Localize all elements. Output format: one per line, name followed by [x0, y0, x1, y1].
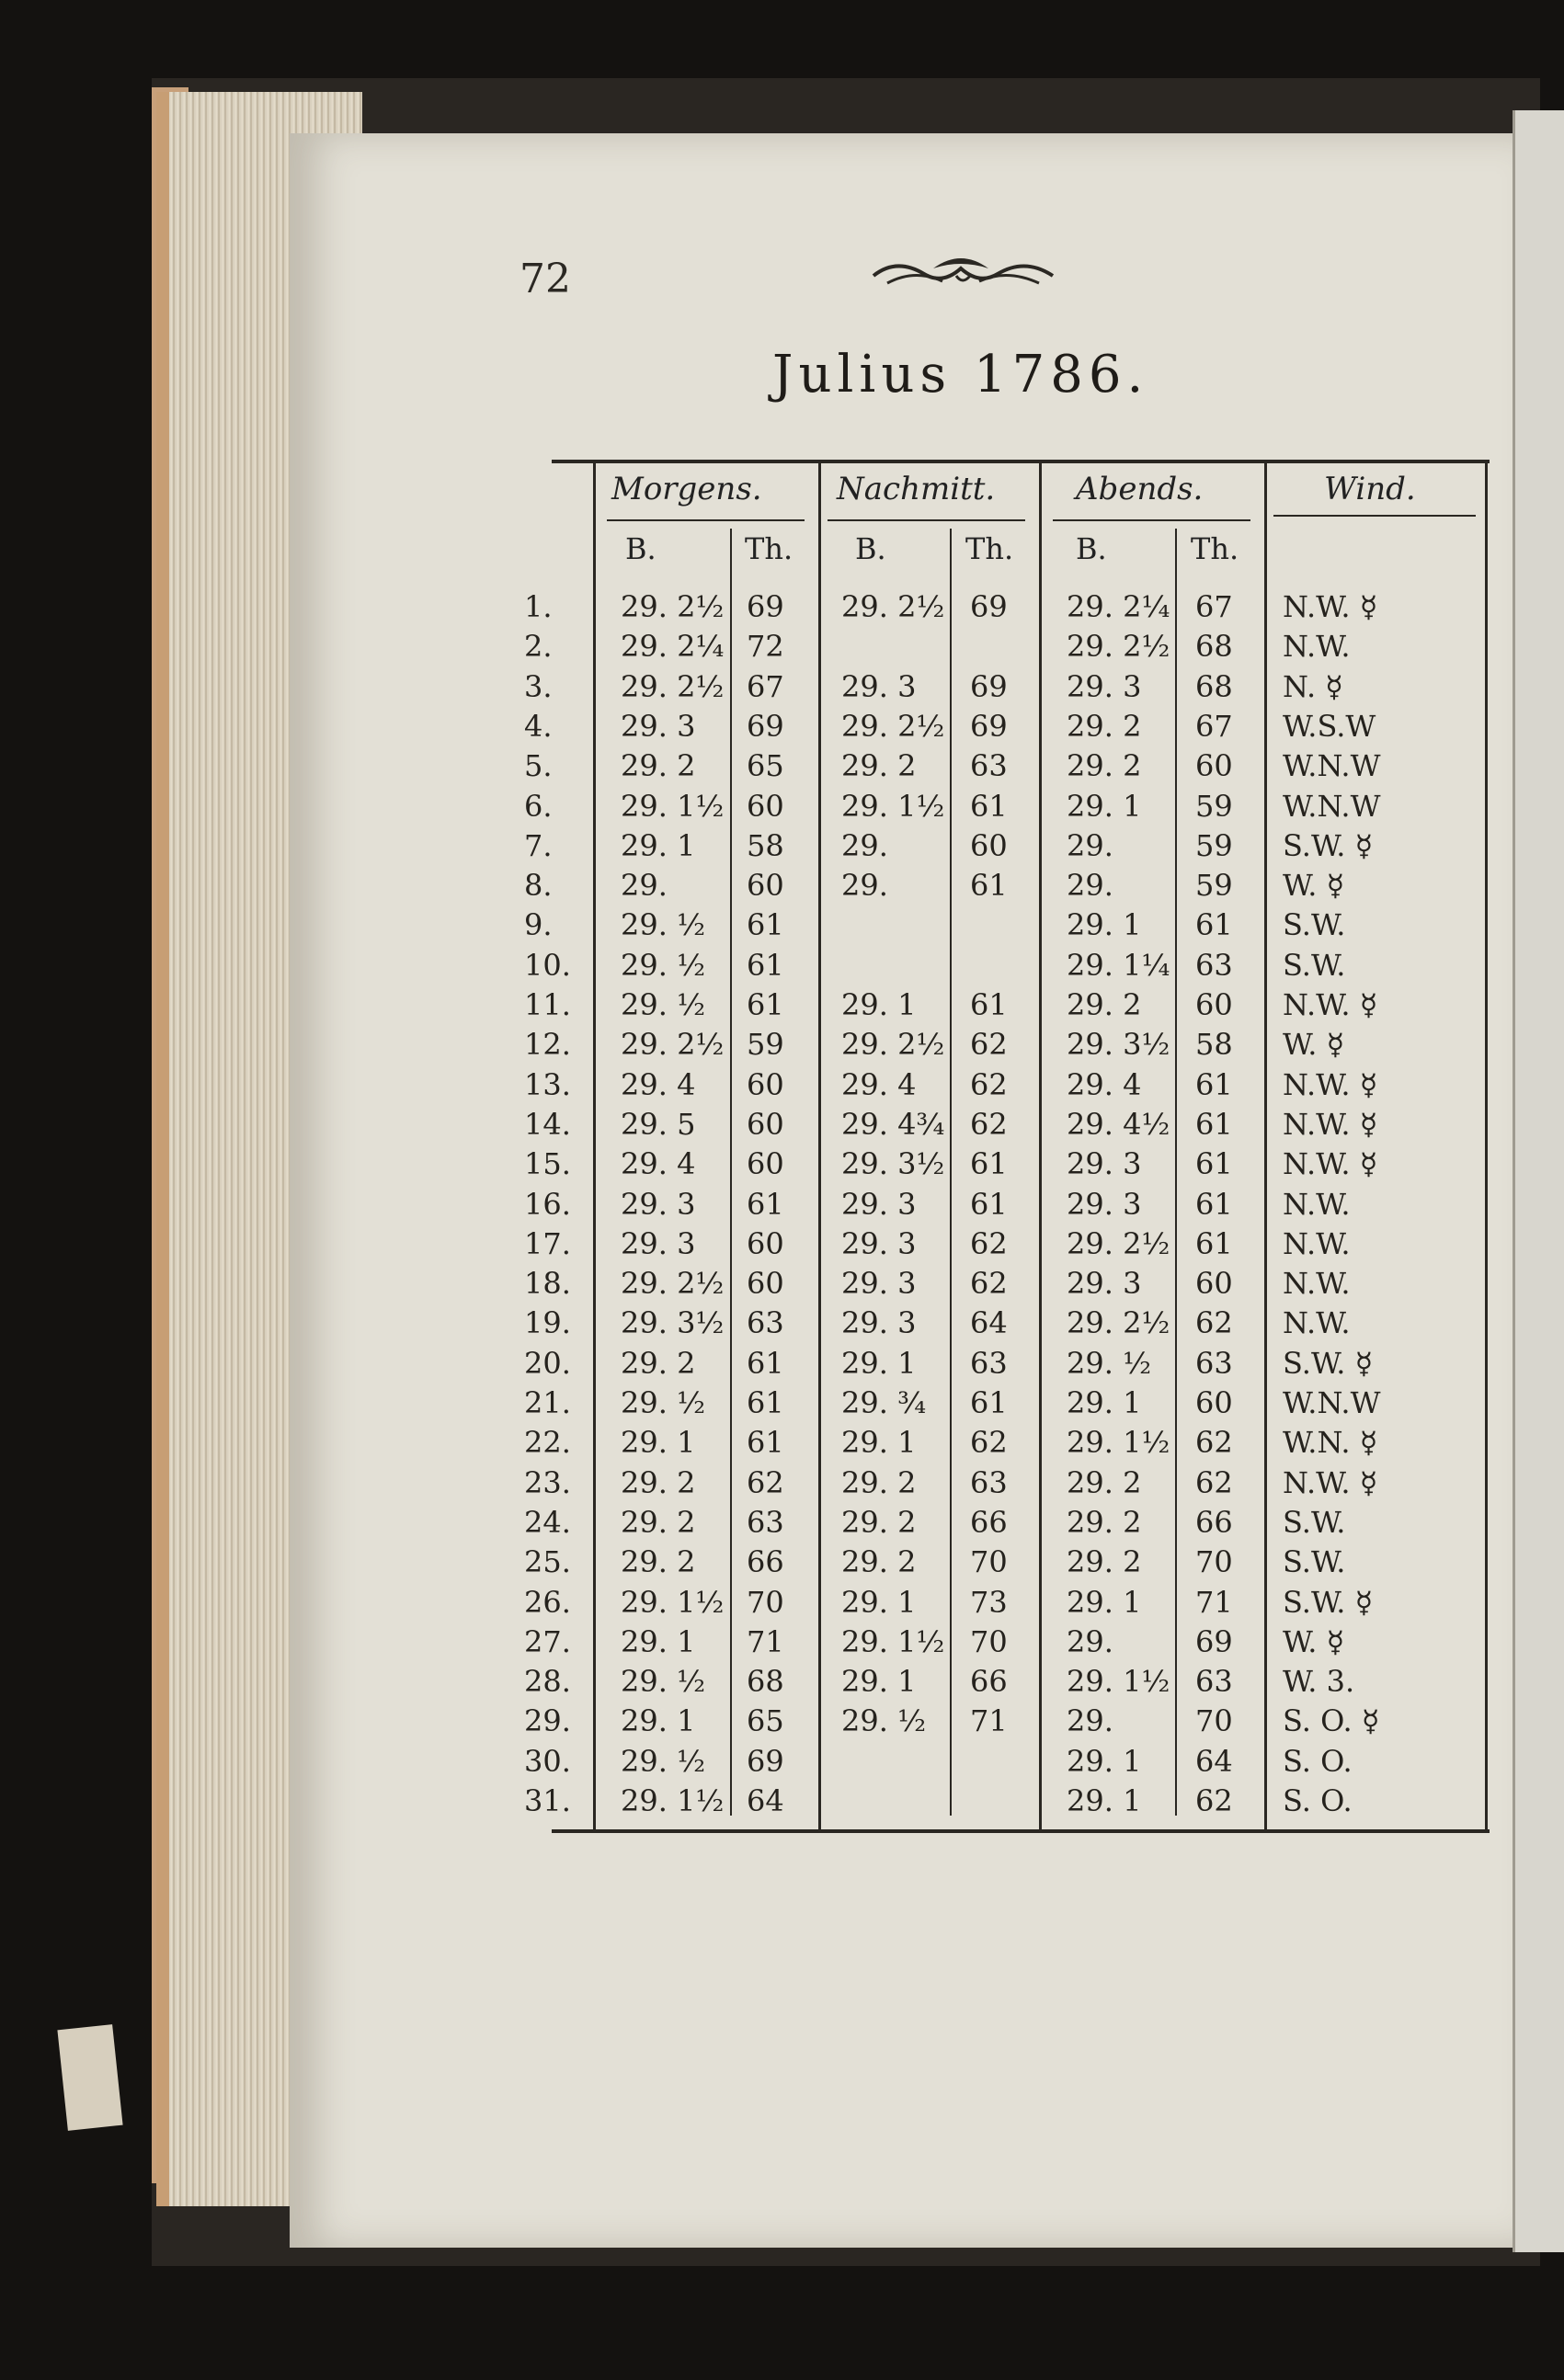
morning-th-cell: 65 — [747, 748, 784, 784]
divider-line — [1264, 460, 1267, 1829]
morning-b-cell: 29. 3 — [621, 1186, 696, 1222]
afternoon-b-cell: 29. ½ — [841, 1703, 927, 1739]
afternoon-b-cell: 29. 3 — [841, 1266, 917, 1302]
morning-b-cell: 29. — [621, 868, 668, 904]
afternoon-b-cell: 29. 2 — [841, 1464, 917, 1500]
morning-th-cell: 70 — [747, 1584, 784, 1620]
afternoon-th-cell: 61 — [970, 1385, 1008, 1420]
morning-b-cell: 29. 4 — [621, 1146, 696, 1182]
day-cell: 6. — [524, 788, 553, 824]
afternoon-th-cell: 66 — [970, 1504, 1008, 1540]
wind-cell: N.W. — [1283, 1305, 1351, 1341]
morning-th-cell: 67 — [747, 668, 784, 704]
weather-table — [524, 460, 1490, 1834]
wind-cell: S.W. ☿ — [1283, 1584, 1374, 1620]
afternoon-th-cell: 63 — [970, 748, 1008, 784]
afternoon-th-cell: 66 — [970, 1664, 1008, 1700]
afternoon-th-cell: 62 — [970, 1066, 1008, 1102]
afternoon-b-cell: 29. 2½ — [841, 708, 945, 744]
divider-line — [1039, 460, 1042, 1829]
day-cell: 2. — [524, 629, 553, 665]
day-cell: 21. — [524, 1385, 571, 1420]
morning-b-cell: 29. 2 — [621, 1345, 696, 1381]
day-cell: 20. — [524, 1345, 571, 1381]
morning-th-cell: 60 — [747, 868, 784, 904]
subheader-th: Th. — [965, 531, 1014, 566]
evening-b-cell: 29. 3 — [1067, 1146, 1142, 1182]
afternoon-th-cell: 61 — [970, 987, 1008, 1022]
afternoon-th-cell: 61 — [970, 1146, 1008, 1182]
ornament-icon — [869, 248, 1057, 294]
evening-th-cell: 62 — [1195, 1305, 1233, 1341]
morning-th-cell: 58 — [747, 827, 784, 863]
evening-th-cell: 62 — [1195, 1425, 1233, 1461]
wind-cell: N.W. ☿ — [1283, 1146, 1378, 1182]
evening-b-cell: 29. 1 — [1067, 1743, 1142, 1779]
morning-th-cell: 68 — [747, 1664, 784, 1700]
wind-cell: S.W. — [1283, 947, 1346, 983]
evening-th-cell: 60 — [1195, 1266, 1233, 1302]
evening-b-cell: 29. 2½ — [1067, 1225, 1170, 1261]
evening-th-cell: 61 — [1195, 1186, 1233, 1222]
morning-th-cell: 59 — [747, 1027, 784, 1063]
morning-th-cell: 71 — [747, 1623, 784, 1659]
afternoon-b-cell: 29. 1 — [841, 1664, 917, 1700]
wind-cell: S.W. — [1283, 1504, 1346, 1540]
afternoon-b-cell: 29. — [841, 868, 888, 904]
day-cell: 12. — [524, 1027, 571, 1063]
wind-cell: S.W. ☿ — [1283, 1345, 1374, 1381]
evening-th-cell: 63 — [1195, 947, 1233, 983]
evening-th-cell: 68 — [1195, 629, 1233, 665]
morning-b-cell: 29. 2 — [621, 1504, 696, 1540]
morning-b-cell: 29. 1 — [621, 1425, 696, 1461]
afternoon-th-cell: 62 — [970, 1106, 1008, 1142]
evening-b-cell: 29. — [1067, 868, 1113, 904]
subheader-b: B. — [1076, 531, 1107, 566]
day-cell: 27. — [524, 1623, 571, 1659]
morning-b-cell: 29. 1 — [621, 827, 696, 863]
evening-b-cell: 29. 2½ — [1067, 629, 1170, 665]
morning-b-cell: 29. 2 — [621, 1544, 696, 1580]
day-cell: 29. — [524, 1703, 571, 1739]
afternoon-th-cell: 69 — [970, 708, 1008, 744]
morning-th-cell: 66 — [747, 1544, 784, 1580]
wind-cell: W.N. ☿ — [1283, 1425, 1378, 1461]
morning-b-cell: 29. 2½ — [621, 1266, 725, 1302]
evening-b-cell: 29. 3 — [1067, 1186, 1142, 1222]
wind-cell: W.N.W — [1283, 748, 1381, 784]
morning-th-cell: 63 — [747, 1305, 784, 1341]
afternoon-b-cell: 29. 1 — [841, 1425, 917, 1461]
evening-b-cell: 29. — [1067, 827, 1113, 863]
wind-cell: W. ☿ — [1283, 868, 1345, 904]
wind-cell: N.W. — [1283, 1225, 1351, 1261]
morning-th-cell: 60 — [747, 788, 784, 824]
afternoon-b-cell: 29. 2 — [841, 1544, 917, 1580]
morning-b-cell: 29. 1 — [621, 1703, 696, 1739]
morning-b-cell: 29. 5 — [621, 1106, 696, 1142]
evening-b-cell: 29. 2¼ — [1067, 589, 1170, 624]
wind-cell: N.W. ☿ — [1283, 1066, 1378, 1102]
day-cell: 19. — [524, 1305, 571, 1341]
day-cell: 28. — [524, 1664, 571, 1700]
morning-b-cell: 29. 2½ — [621, 1027, 725, 1063]
evening-th-cell: 61 — [1195, 1066, 1233, 1102]
afternoon-th-cell: 61 — [970, 868, 1008, 904]
divider-line — [950, 529, 952, 1816]
evening-th-cell: 63 — [1195, 1664, 1233, 1700]
evening-th-cell: 61 — [1195, 1106, 1233, 1142]
day-cell: 26. — [524, 1584, 571, 1620]
divider-line — [593, 460, 596, 1829]
header-rule — [1273, 515, 1476, 517]
day-cell: 15. — [524, 1146, 571, 1182]
evening-th-cell: 60 — [1195, 987, 1233, 1022]
wind-cell: W.N.W — [1283, 1385, 1381, 1420]
subheader-th: Th. — [1191, 531, 1239, 566]
evening-b-cell: 29. 4½ — [1067, 1106, 1170, 1142]
morning-b-cell: 29. 2½ — [621, 668, 725, 704]
morning-b-cell: 29. 3 — [621, 1225, 696, 1261]
morning-th-cell: 61 — [747, 1425, 784, 1461]
morning-th-cell: 63 — [747, 1504, 784, 1540]
day-cell: 16. — [524, 1186, 571, 1222]
evening-th-cell: 68 — [1195, 668, 1233, 704]
evening-b-cell: 29. 1 — [1067, 1385, 1142, 1420]
afternoon-b-cell: 29. 1 — [841, 1584, 917, 1620]
afternoon-th-cell: 62 — [970, 1225, 1008, 1261]
evening-b-cell: 29. 3 — [1067, 1266, 1142, 1302]
morning-b-cell: 29. ½ — [621, 1664, 706, 1700]
morning-b-cell: 29. ½ — [621, 987, 706, 1022]
wind-cell: W.N.W — [1283, 788, 1381, 824]
evening-b-cell: 29. 1 — [1067, 1783, 1142, 1818]
afternoon-th-cell: 63 — [970, 1464, 1008, 1500]
evening-th-cell: 61 — [1195, 1225, 1233, 1261]
morning-b-cell: 29. 3½ — [621, 1305, 725, 1341]
afternoon-b-cell: 29. 3½ — [841, 1146, 945, 1182]
day-cell: 1. — [524, 589, 553, 624]
evening-th-cell: 69 — [1195, 1623, 1233, 1659]
afternoon-b-cell: 29. 1½ — [841, 788, 945, 824]
wind-cell: S. O. ☿ — [1283, 1703, 1380, 1739]
afternoon-th-cell: 70 — [970, 1623, 1008, 1659]
evening-b-cell: 29. — [1067, 1623, 1113, 1659]
wind-cell: N. ☿ — [1283, 668, 1343, 704]
afternoon-th-cell: 61 — [970, 1186, 1008, 1222]
subheader-b: B. — [625, 531, 656, 566]
evening-b-cell: 29. 1 — [1067, 907, 1142, 943]
day-cell: 14. — [524, 1106, 571, 1142]
afternoon-b-cell: 29. 3 — [841, 1186, 917, 1222]
bottom-rule — [552, 1829, 1490, 1833]
day-cell: 24. — [524, 1504, 571, 1540]
afternoon-b-cell: 29. 1½ — [841, 1623, 945, 1659]
evening-b-cell: 29. 2½ — [1067, 1305, 1170, 1341]
afternoon-b-cell: 29. 3 — [841, 1305, 917, 1341]
top-rule — [552, 460, 1490, 463]
evening-b-cell: 29. ½ — [1067, 1345, 1152, 1381]
evening-th-cell: 62 — [1195, 1464, 1233, 1500]
morning-th-cell: 69 — [747, 589, 784, 624]
header-rule — [607, 519, 805, 521]
evening-b-cell: 29. 1 — [1067, 1584, 1142, 1620]
divider-line — [818, 460, 821, 1829]
evening-b-cell: 29. 1½ — [1067, 1664, 1170, 1700]
subheader-b: B. — [855, 531, 886, 566]
evening-b-cell: 29. — [1067, 1703, 1113, 1739]
evening-th-cell: 59 — [1195, 868, 1233, 904]
page-number: 72 — [519, 256, 571, 302]
wind-cell: S.W. ☿ — [1283, 827, 1374, 863]
evening-th-cell: 64 — [1195, 1743, 1233, 1779]
wind-cell: N.W. — [1283, 1266, 1351, 1302]
evening-b-cell: 29. 1 — [1067, 788, 1142, 824]
day-cell: 17. — [524, 1225, 571, 1261]
evening-b-cell: 29. 2 — [1067, 708, 1142, 744]
evening-th-cell: 62 — [1195, 1783, 1233, 1818]
morning-th-cell: 72 — [747, 629, 784, 665]
day-cell: 11. — [524, 987, 571, 1022]
afternoon-b-cell: 29. 2½ — [841, 589, 945, 624]
evening-b-cell: 29. 2 — [1067, 1544, 1142, 1580]
morning-th-cell: 61 — [747, 1385, 784, 1420]
header-rule — [828, 519, 1025, 521]
evening-th-cell: 63 — [1195, 1345, 1233, 1381]
evening-b-cell: 29. 2 — [1067, 1504, 1142, 1540]
divider-line — [1175, 529, 1177, 1816]
evening-th-cell: 60 — [1195, 1385, 1233, 1420]
afternoon-th-cell: 61 — [970, 788, 1008, 824]
evening-th-cell: 71 — [1195, 1584, 1233, 1620]
morning-th-cell: 60 — [747, 1266, 784, 1302]
morning-b-cell: 29. ½ — [621, 1385, 706, 1420]
morning-th-cell: 69 — [747, 708, 784, 744]
morning-th-cell: 61 — [747, 947, 784, 983]
wind-cell: S.W. — [1283, 907, 1346, 943]
day-cell: 10. — [524, 947, 571, 983]
day-cell: 3. — [524, 668, 553, 704]
afternoon-b-cell: 29. ¾ — [841, 1385, 927, 1420]
evening-th-cell: 66 — [1195, 1504, 1233, 1540]
divider-line — [730, 529, 732, 1816]
morning-th-cell: 62 — [747, 1464, 784, 1500]
morning-b-cell: 29. 3 — [621, 708, 696, 744]
afternoon-th-cell: 69 — [970, 668, 1008, 704]
wind-cell: W. ☿ — [1283, 1027, 1345, 1063]
morning-b-cell: 29. 1 — [621, 1623, 696, 1659]
morning-b-cell: 29. 2½ — [621, 589, 725, 624]
divider-line — [1485, 460, 1488, 1829]
afternoon-b-cell: 29. 4¾ — [841, 1106, 945, 1142]
wind-cell: N.W. ☿ — [1283, 987, 1378, 1022]
morning-b-cell: 29. 1½ — [621, 1783, 725, 1818]
day-cell: 7. — [524, 827, 553, 863]
morning-th-cell: 61 — [747, 987, 784, 1022]
afternoon-th-cell: 62 — [970, 1266, 1008, 1302]
header-wind: Wind. — [1324, 471, 1416, 507]
morning-th-cell: 61 — [747, 907, 784, 943]
morning-th-cell: 65 — [747, 1703, 784, 1739]
day-cell: 5. — [524, 748, 553, 784]
day-cell: 22. — [524, 1425, 571, 1461]
wind-cell: W.S.W — [1283, 708, 1376, 744]
evening-b-cell: 29. 2 — [1067, 987, 1142, 1022]
day-cell: 25. — [524, 1544, 571, 1580]
morning-b-cell: 29. 2 — [621, 1464, 696, 1500]
morning-th-cell: 60 — [747, 1106, 784, 1142]
morning-b-cell: 29. 1½ — [621, 788, 725, 824]
afternoon-b-cell: 29. 3 — [841, 1225, 917, 1261]
evening-b-cell: 29. 1¼ — [1067, 947, 1170, 983]
morning-b-cell: 29. ½ — [621, 1743, 706, 1779]
evening-th-cell: 61 — [1195, 1146, 1233, 1182]
facing-page-edge — [1513, 110, 1564, 2252]
wind-cell: S.W. — [1283, 1544, 1346, 1580]
morning-th-cell: 60 — [747, 1146, 784, 1182]
evening-b-cell: 29. 4 — [1067, 1066, 1142, 1102]
evening-th-cell: 70 — [1195, 1703, 1233, 1739]
afternoon-th-cell: 73 — [970, 1584, 1008, 1620]
afternoon-b-cell: 29. 3 — [841, 668, 917, 704]
wind-cell: N.W. ☿ — [1283, 589, 1378, 624]
day-cell: 8. — [524, 868, 553, 904]
morning-th-cell: 60 — [747, 1225, 784, 1261]
evening-th-cell: 59 — [1195, 827, 1233, 863]
header-nachmitt: Nachmitt. — [837, 471, 996, 507]
evening-b-cell: 29. 3½ — [1067, 1027, 1170, 1063]
afternoon-b-cell: 29. 1 — [841, 987, 917, 1022]
morning-b-cell: 29. 1½ — [621, 1584, 725, 1620]
wind-cell: N.W. — [1283, 1186, 1351, 1222]
morning-th-cell: 61 — [747, 1186, 784, 1222]
header-morgens: Morgens. — [611, 471, 762, 507]
wind-cell: N.W. ☿ — [1283, 1464, 1378, 1500]
evening-b-cell: 29. 2 — [1067, 748, 1142, 784]
wind-cell: N.W. — [1283, 629, 1351, 665]
afternoon-th-cell: 62 — [970, 1425, 1008, 1461]
afternoon-b-cell: 29. 4 — [841, 1066, 917, 1102]
evening-th-cell: 67 — [1195, 708, 1233, 744]
afternoon-th-cell: 62 — [970, 1027, 1008, 1063]
afternoon-b-cell: 29. — [841, 827, 888, 863]
afternoon-b-cell: 29. 2½ — [841, 1027, 945, 1063]
morning-b-cell: 29. 4 — [621, 1066, 696, 1102]
day-cell: 23. — [524, 1464, 571, 1500]
evening-th-cell: 67 — [1195, 589, 1233, 624]
subheader-th: Th. — [745, 531, 793, 566]
morning-b-cell: 29. 2¼ — [621, 629, 725, 665]
morning-th-cell: 61 — [747, 1345, 784, 1381]
afternoon-b-cell: 29. 2 — [841, 748, 917, 784]
evening-th-cell: 59 — [1195, 788, 1233, 824]
afternoon-b-cell: 29. 2 — [841, 1504, 917, 1540]
bookmark-tab — [57, 2024, 122, 2131]
wind-cell: S. O. — [1283, 1783, 1353, 1818]
afternoon-b-cell: 29. 1 — [841, 1345, 917, 1381]
wind-cell: W. ☿ — [1283, 1623, 1345, 1659]
header-rule — [1053, 519, 1250, 521]
day-cell: 13. — [524, 1066, 571, 1102]
afternoon-th-cell: 60 — [970, 827, 1008, 863]
evening-th-cell: 58 — [1195, 1027, 1233, 1063]
morning-th-cell: 64 — [747, 1783, 784, 1818]
evening-th-cell: 60 — [1195, 748, 1233, 784]
evening-b-cell: 29. 1½ — [1067, 1425, 1170, 1461]
evening-b-cell: 29. 3 — [1067, 668, 1142, 704]
day-cell: 30. — [524, 1743, 571, 1779]
wind-cell: W. 3. — [1283, 1664, 1355, 1700]
day-cell: 4. — [524, 708, 553, 744]
afternoon-th-cell: 64 — [970, 1305, 1008, 1341]
day-cell: 31. — [524, 1783, 571, 1818]
afternoon-th-cell: 71 — [970, 1703, 1008, 1739]
morning-b-cell: 29. ½ — [621, 947, 706, 983]
afternoon-th-cell: 70 — [970, 1544, 1008, 1580]
wind-cell: S. O. — [1283, 1743, 1353, 1779]
wind-cell: N.W. ☿ — [1283, 1106, 1378, 1142]
page-title: Julius 1786. — [772, 345, 1149, 404]
evening-th-cell: 70 — [1195, 1544, 1233, 1580]
afternoon-th-cell: 63 — [970, 1345, 1008, 1381]
header-abends: Abends. — [1076, 471, 1204, 507]
evening-b-cell: 29. 2 — [1067, 1464, 1142, 1500]
morning-th-cell: 60 — [747, 1066, 784, 1102]
afternoon-th-cell: 69 — [970, 589, 1008, 624]
morning-b-cell: 29. ½ — [621, 907, 706, 943]
morning-b-cell: 29. 2 — [621, 748, 696, 784]
day-cell: 9. — [524, 907, 553, 943]
evening-th-cell: 61 — [1195, 907, 1233, 943]
day-cell: 18. — [524, 1266, 571, 1302]
morning-th-cell: 69 — [747, 1743, 784, 1779]
